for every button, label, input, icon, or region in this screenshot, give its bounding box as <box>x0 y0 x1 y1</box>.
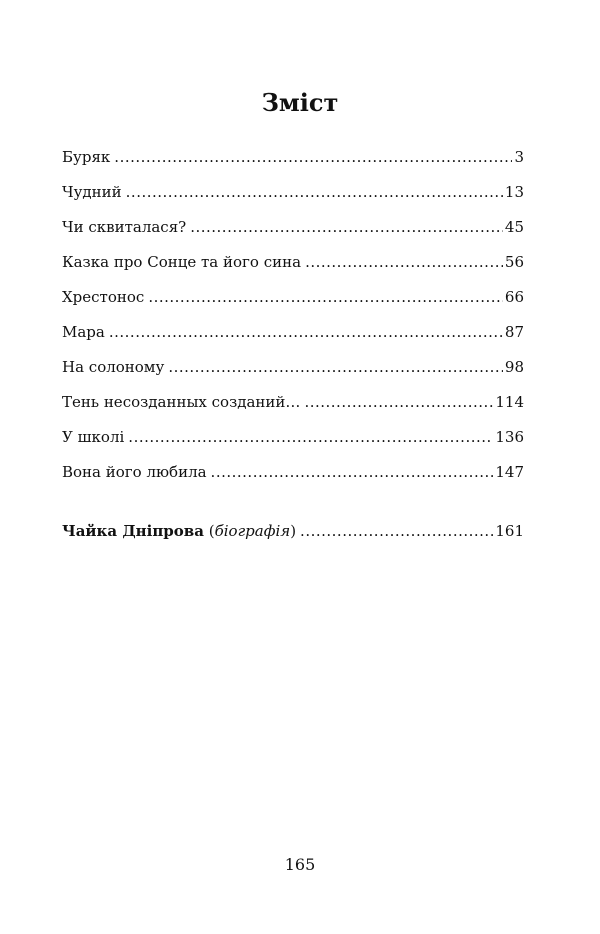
author-name: Чайка Дніпрова <box>62 522 204 540</box>
dot-leader <box>211 460 494 484</box>
toc-entry-na-solonomu <box>62 355 524 390</box>
page-title: Зміст <box>261 88 339 117</box>
dot-leader <box>304 390 493 414</box>
toc-entry-khrestonos <box>62 285 524 320</box>
toc-entry-page: 87 <box>504 323 524 341</box>
toc-entry-title: Тень несозданных созданий… <box>62 393 301 411</box>
dot-leader <box>114 145 512 169</box>
dot-leader <box>109 320 503 344</box>
toc-entry-title: Вона його любила <box>62 463 207 481</box>
toc-entry-page: 98 <box>504 358 524 376</box>
toc-entry-page: 114 <box>495 393 524 411</box>
close-paren: ) <box>290 522 297 540</box>
toc-entry-page: 161 <box>495 522 524 540</box>
toc-entry-page: 3 <box>514 148 524 166</box>
toc-entry-ten-nesozdannykh <box>62 390 524 425</box>
toc-entry-title: Чудний <box>62 183 122 201</box>
toc-entry-page: 136 <box>495 428 524 446</box>
toc-entry-title: У школі <box>62 428 125 446</box>
toc-entry-page: 13 <box>504 183 524 201</box>
open-paren: ( <box>208 522 215 540</box>
biography-note: біографія <box>214 522 291 540</box>
dot-leader <box>300 519 493 543</box>
toc-entry-page: 66 <box>504 288 524 306</box>
toc-entry-chudnyi <box>62 180 524 215</box>
toc-entry-title: Мара <box>62 323 105 341</box>
toc-entry-title: Чи сквиталася? <box>62 218 187 236</box>
toc-entry-page: 56 <box>504 253 524 271</box>
toc-entry-title: Казка про Сонце та його сина <box>62 253 302 271</box>
toc-entry-title: Хрестонос <box>62 288 145 306</box>
dot-leader <box>148 285 503 309</box>
toc-entry-biography <box>62 519 524 554</box>
toc-entry-mara <box>62 320 524 355</box>
toc-entry-title: Буряк <box>62 148 111 166</box>
dot-leader <box>128 425 493 449</box>
toc-entry-kazka-pro-sontse <box>62 250 524 285</box>
dot-leader <box>305 250 503 274</box>
toc-entry-title <box>62 519 300 543</box>
table-of-contents <box>62 145 524 554</box>
dot-leader <box>190 215 503 239</box>
page-number: 165 <box>284 855 316 874</box>
toc-entry-buriak <box>62 145 524 180</box>
toc-entry-chy-skvytalasia <box>62 215 524 250</box>
dot-leader <box>168 355 503 379</box>
toc-entry-page: 45 <box>504 218 524 236</box>
toc-entry-title: На солоному <box>62 358 165 376</box>
toc-entry-page: 147 <box>495 463 524 481</box>
toc-entry-u-shkoli <box>62 425 524 460</box>
dot-leader <box>126 180 503 204</box>
toc-entry-vona-yoho-liubyla <box>62 460 524 495</box>
